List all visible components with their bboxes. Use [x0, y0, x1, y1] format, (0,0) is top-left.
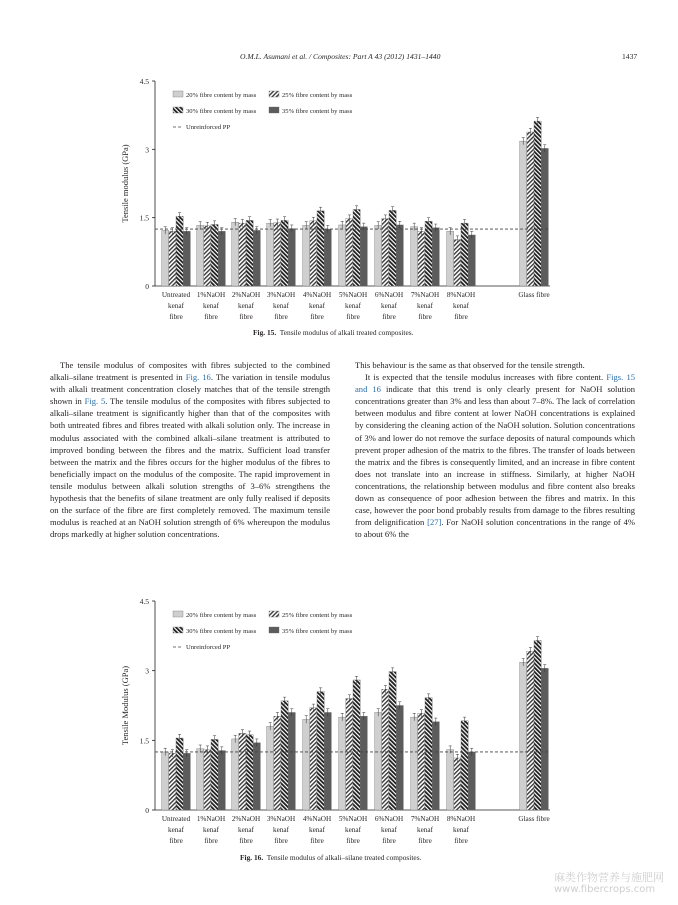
bar — [288, 712, 295, 810]
x-tick-label: kenaf — [453, 826, 469, 834]
legend-label: 35% fibre content by mass — [282, 628, 353, 635]
bar — [197, 749, 204, 810]
x-tick-label: kenaf — [345, 826, 361, 834]
bar — [267, 223, 274, 286]
y-tick-label: 3 — [145, 666, 149, 676]
x-tick-label: 4%NaOH — [302, 815, 332, 823]
x-tick-label: kenaf — [381, 302, 397, 310]
legend-swatch — [269, 611, 279, 617]
x-tick-label: kenaf — [309, 302, 325, 310]
reference-link[interactable]: Figs. 15 and 16 — [355, 372, 635, 395]
bar — [204, 750, 211, 810]
bar — [541, 148, 548, 286]
figure-16-caption-text: Tensile modulus of alkali–silane treated composites. — [266, 853, 422, 862]
bar — [303, 225, 310, 286]
bar — [389, 210, 396, 286]
x-tick-label: 3%NaOH — [266, 815, 296, 823]
bar — [396, 225, 403, 286]
x-tick-label: kenaf — [203, 302, 219, 310]
legend-label: Unreinforced PP — [186, 644, 231, 651]
x-tick-label: kenaf — [417, 826, 433, 834]
bar — [375, 225, 382, 286]
x-tick-label: fibre — [418, 837, 432, 845]
x-tick-label: fibre — [382, 313, 396, 321]
bar — [375, 712, 382, 810]
bar — [360, 227, 367, 286]
bar — [310, 708, 317, 810]
bar — [274, 223, 281, 286]
bar — [527, 132, 534, 286]
x-tick-label: 4%NaOH — [302, 291, 332, 299]
reference-link[interactable]: Fig. 5 — [84, 396, 106, 407]
bar — [418, 713, 425, 810]
bar — [274, 716, 281, 810]
reference-link[interactable]: Fig. 16 — [185, 372, 211, 383]
y-tick-label: 0 — [145, 806, 149, 815]
paragraph — [355, 371, 635, 540]
watermark-title: 麻类作物营养与施肥网 — [554, 871, 664, 884]
bar — [218, 231, 225, 286]
bar — [461, 223, 468, 286]
x-tick-label: 5%NaOH — [338, 815, 368, 823]
bar — [232, 222, 239, 286]
figure-15-caption-text: Tensile modulus of alkali treated composites. — [279, 328, 414, 337]
reference-link[interactable]: [27] — [427, 517, 442, 528]
body-right-column — [355, 359, 635, 540]
x-tick-label: Glass fibre — [518, 815, 550, 823]
bar — [211, 739, 218, 810]
bar — [169, 231, 176, 286]
bar — [339, 717, 346, 810]
bar — [239, 733, 246, 810]
bar — [353, 209, 360, 286]
paragraph-text: indicate that this trend is only clearly present for NaOH solution concentrations greater than 3% and less than about 7–8%. The lack of correlation between modulus and fibre content at lower NaOH concentrations is explained by considering the cleaning action of the NaOH solution. Solution concentrations of 3% and lower do not remove the surface deposits of natural compounds which prevent proper adhesion of the matrix to the fibres. The transfer of loads between the matrix and the fibres is consequently limited, and an increase in fibre content does not translate into an increase in stiffness. Similarly, at higher NaOH concentrations, the relationship between modulus and fibre content also breaks down as consequence of poor adhesion between the fibres and matrix. In this case, however the poor bond probably results from damage to the fibres resulting from delignification — [355, 384, 635, 528]
y-tick-label: 0 — [145, 282, 149, 291]
bar — [396, 706, 403, 811]
x-tick-label: 8%NaOH — [446, 291, 476, 299]
y-tick-label: 4.5 — [139, 597, 149, 606]
bar — [246, 735, 253, 810]
bar — [425, 698, 432, 810]
legend-label: 20% fibre content by mass — [186, 612, 257, 619]
paragraph: This behaviour is the same as that observed for the tensile strength. — [355, 360, 585, 370]
x-tick-label: kenaf — [417, 302, 433, 310]
bar — [382, 689, 389, 810]
x-tick-label: kenaf — [203, 826, 219, 834]
bar — [232, 739, 239, 810]
x-tick-label: kenaf — [381, 826, 397, 834]
bar — [432, 228, 439, 286]
x-tick-label: 1%NaOH — [196, 815, 226, 823]
x-tick-label: fibre — [310, 837, 324, 845]
body-left-column — [50, 359, 330, 540]
y-tick-label: 4.5 — [139, 77, 149, 86]
bar — [541, 668, 548, 810]
watermark-url: www.fibercrops.com — [554, 884, 656, 895]
x-tick-label: fibre — [274, 837, 288, 845]
bar — [534, 121, 541, 286]
bar — [310, 221, 317, 286]
bar — [534, 640, 541, 810]
y-tick-label: 1.5 — [139, 213, 149, 223]
bar — [317, 692, 324, 810]
legend-swatch — [269, 107, 279, 113]
bar — [454, 240, 461, 286]
bar — [218, 751, 225, 810]
bar — [360, 716, 367, 810]
x-tick-label: fibre — [204, 837, 218, 845]
bar — [288, 229, 295, 286]
legend-label: 35% fibre content by mass — [282, 108, 353, 115]
bar — [389, 672, 396, 810]
legend-swatch — [269, 91, 279, 97]
figure-15-caption-label: Fig. 15. — [253, 328, 277, 337]
legend-swatch — [173, 91, 183, 97]
x-tick-label: kenaf — [273, 826, 289, 834]
legend-label: 25% fibre content by mass — [282, 612, 353, 619]
figure-15-chart — [118, 76, 550, 321]
x-tick-label: fibre — [454, 837, 468, 845]
x-tick-label: 2%NaOH — [231, 815, 261, 823]
bar — [317, 211, 324, 286]
x-tick-label: kenaf — [345, 302, 361, 310]
bar — [211, 225, 218, 287]
bar — [197, 225, 204, 286]
figure-16 — [118, 596, 550, 848]
bar — [253, 230, 260, 286]
x-tick-label: Glass fibre — [518, 291, 550, 299]
bar — [169, 753, 176, 810]
legend-label: 25% fibre content by mass — [282, 92, 353, 99]
figure-16-chart — [118, 596, 550, 848]
x-tick-label: fibre — [418, 313, 432, 321]
x-tick-label: 6%NaOH — [374, 291, 404, 299]
x-tick-label: fibre — [310, 313, 324, 321]
paragraph-text: . For NaOH solution concentrations in the range of 4% to about 6% the — [355, 517, 635, 540]
y-axis-label: Tensile modulus (GPa) — [120, 144, 130, 223]
bar — [246, 220, 253, 286]
x-tick-label: fibre — [239, 837, 253, 845]
x-tick-label: kenaf — [168, 302, 184, 310]
x-tick-label: 7%NaOH — [410, 815, 440, 823]
x-tick-label: fibre — [346, 837, 360, 845]
legend-swatch — [173, 627, 183, 633]
x-tick-label: 3%NaOH — [266, 291, 296, 299]
legend-swatch — [173, 611, 183, 617]
x-tick-label: Untreated — [161, 815, 191, 823]
bar — [418, 231, 425, 286]
x-tick-label: fibre — [382, 837, 396, 845]
bar — [520, 662, 527, 810]
bar — [432, 722, 439, 810]
bar — [447, 231, 454, 286]
legend-label: 20% fibre content by mass — [186, 92, 257, 99]
bar — [324, 712, 331, 810]
bar — [324, 229, 331, 286]
bar — [468, 752, 475, 810]
paragraph — [50, 359, 330, 540]
bar — [411, 717, 418, 810]
x-tick-label: kenaf — [273, 302, 289, 310]
x-tick-label: 6%NaOH — [374, 815, 404, 823]
x-tick-label: kenaf — [309, 826, 325, 834]
x-tick-label: 8%NaOH — [446, 815, 476, 823]
x-tick-label: kenaf — [238, 302, 254, 310]
bar — [447, 750, 454, 810]
bar — [281, 701, 288, 810]
y-tick-label: 3 — [145, 145, 149, 155]
bar — [353, 680, 360, 810]
y-axis-label: Tensile Modulus (GPa) — [120, 665, 130, 746]
figure-15-caption — [253, 328, 413, 337]
bar — [162, 230, 169, 286]
legend-swatch — [269, 627, 279, 633]
bar — [267, 726, 274, 810]
legend-label: 30% fibre content by mass — [186, 628, 257, 635]
bar — [461, 721, 468, 810]
bar — [176, 216, 183, 286]
bar — [527, 651, 534, 810]
x-tick-label: fibre — [274, 313, 288, 321]
bar — [281, 220, 288, 286]
figure-15 — [118, 76, 550, 321]
x-tick-label: kenaf — [453, 302, 469, 310]
bar — [183, 231, 190, 286]
page-number: 1437 — [622, 52, 638, 61]
x-tick-label: fibre — [204, 313, 218, 321]
x-tick-label: kenaf — [238, 826, 254, 834]
bar — [253, 743, 260, 810]
journal-citation: O.M.L. Asumani et al. / Composites: Part A 43 (2012) 1431–1440 — [240, 52, 441, 61]
paragraph-text: . The tensile modulus of the composites with fibres subjected to alkali–silane treatment is significantly higher than that of the composites with both untreated fibres and fibres treated with alkali solution only. The increase in modulus associated with the combined alkali–silane treatment is attributed to improved bonding between the fibres and the matrix. Sufficient load transfer between the matrix and the fibres occurs for the higher modulus of the fibres to beneficially impact on the modulus of the composite. The rapid improvement in tensile modulus between alkali solution strengths of 3–6% strengthens the hypothesis that the benefits of silane treatment are only fully realised if deposits on the surface of the fibre are first completely removed. The maximum tensile modulus is reached at an NaOH solution strength of 6% whereupon the modulus drops markedly at higher solution concentrations. — [50, 396, 330, 540]
watermark — [554, 872, 664, 896]
bar — [204, 226, 211, 286]
legend-swatch — [173, 107, 183, 113]
legend-label: 30% fibre content by mass — [186, 108, 257, 115]
bar — [162, 752, 169, 810]
bar — [239, 223, 246, 286]
bar — [176, 738, 183, 810]
figure-16-caption — [240, 853, 421, 862]
bar — [468, 235, 475, 286]
bar — [339, 225, 346, 286]
x-tick-label: 5%NaOH — [338, 291, 368, 299]
x-tick-label: fibre — [454, 313, 468, 321]
figure-16-caption-label: Fig. 16. — [240, 853, 264, 862]
bar — [183, 753, 190, 810]
paragraph-text: It is expected that the tensile modulus increases with fibre content. — [365, 372, 607, 383]
x-tick-label: kenaf — [168, 826, 184, 834]
bar — [303, 719, 310, 810]
x-tick-label: fibre — [239, 313, 253, 321]
paragraph-text: . The variation in tensile modulus with alkali treatment concentration closely matches that of the tensile strength shown in — [50, 372, 331, 407]
x-tick-label: 7%NaOH — [410, 291, 440, 299]
bar — [454, 758, 461, 810]
x-tick-label: 1%NaOH — [196, 291, 226, 299]
paragraph-text: The tensile modulus of composites with fibres subjected to the combined alkali–silane treatment is presented in — [50, 360, 330, 383]
bar — [346, 699, 353, 810]
x-tick-label: 2%NaOH — [231, 291, 261, 299]
bar — [520, 141, 527, 286]
bar — [425, 221, 432, 286]
x-tick-label: fibre — [169, 837, 183, 845]
x-tick-label: fibre — [346, 313, 360, 321]
legend-label: Unreinforced PP — [186, 124, 231, 131]
bar — [411, 227, 418, 286]
x-tick-label: Untreated — [161, 291, 191, 299]
y-tick-label: 1.5 — [139, 736, 149, 746]
x-tick-label: fibre — [169, 313, 183, 321]
